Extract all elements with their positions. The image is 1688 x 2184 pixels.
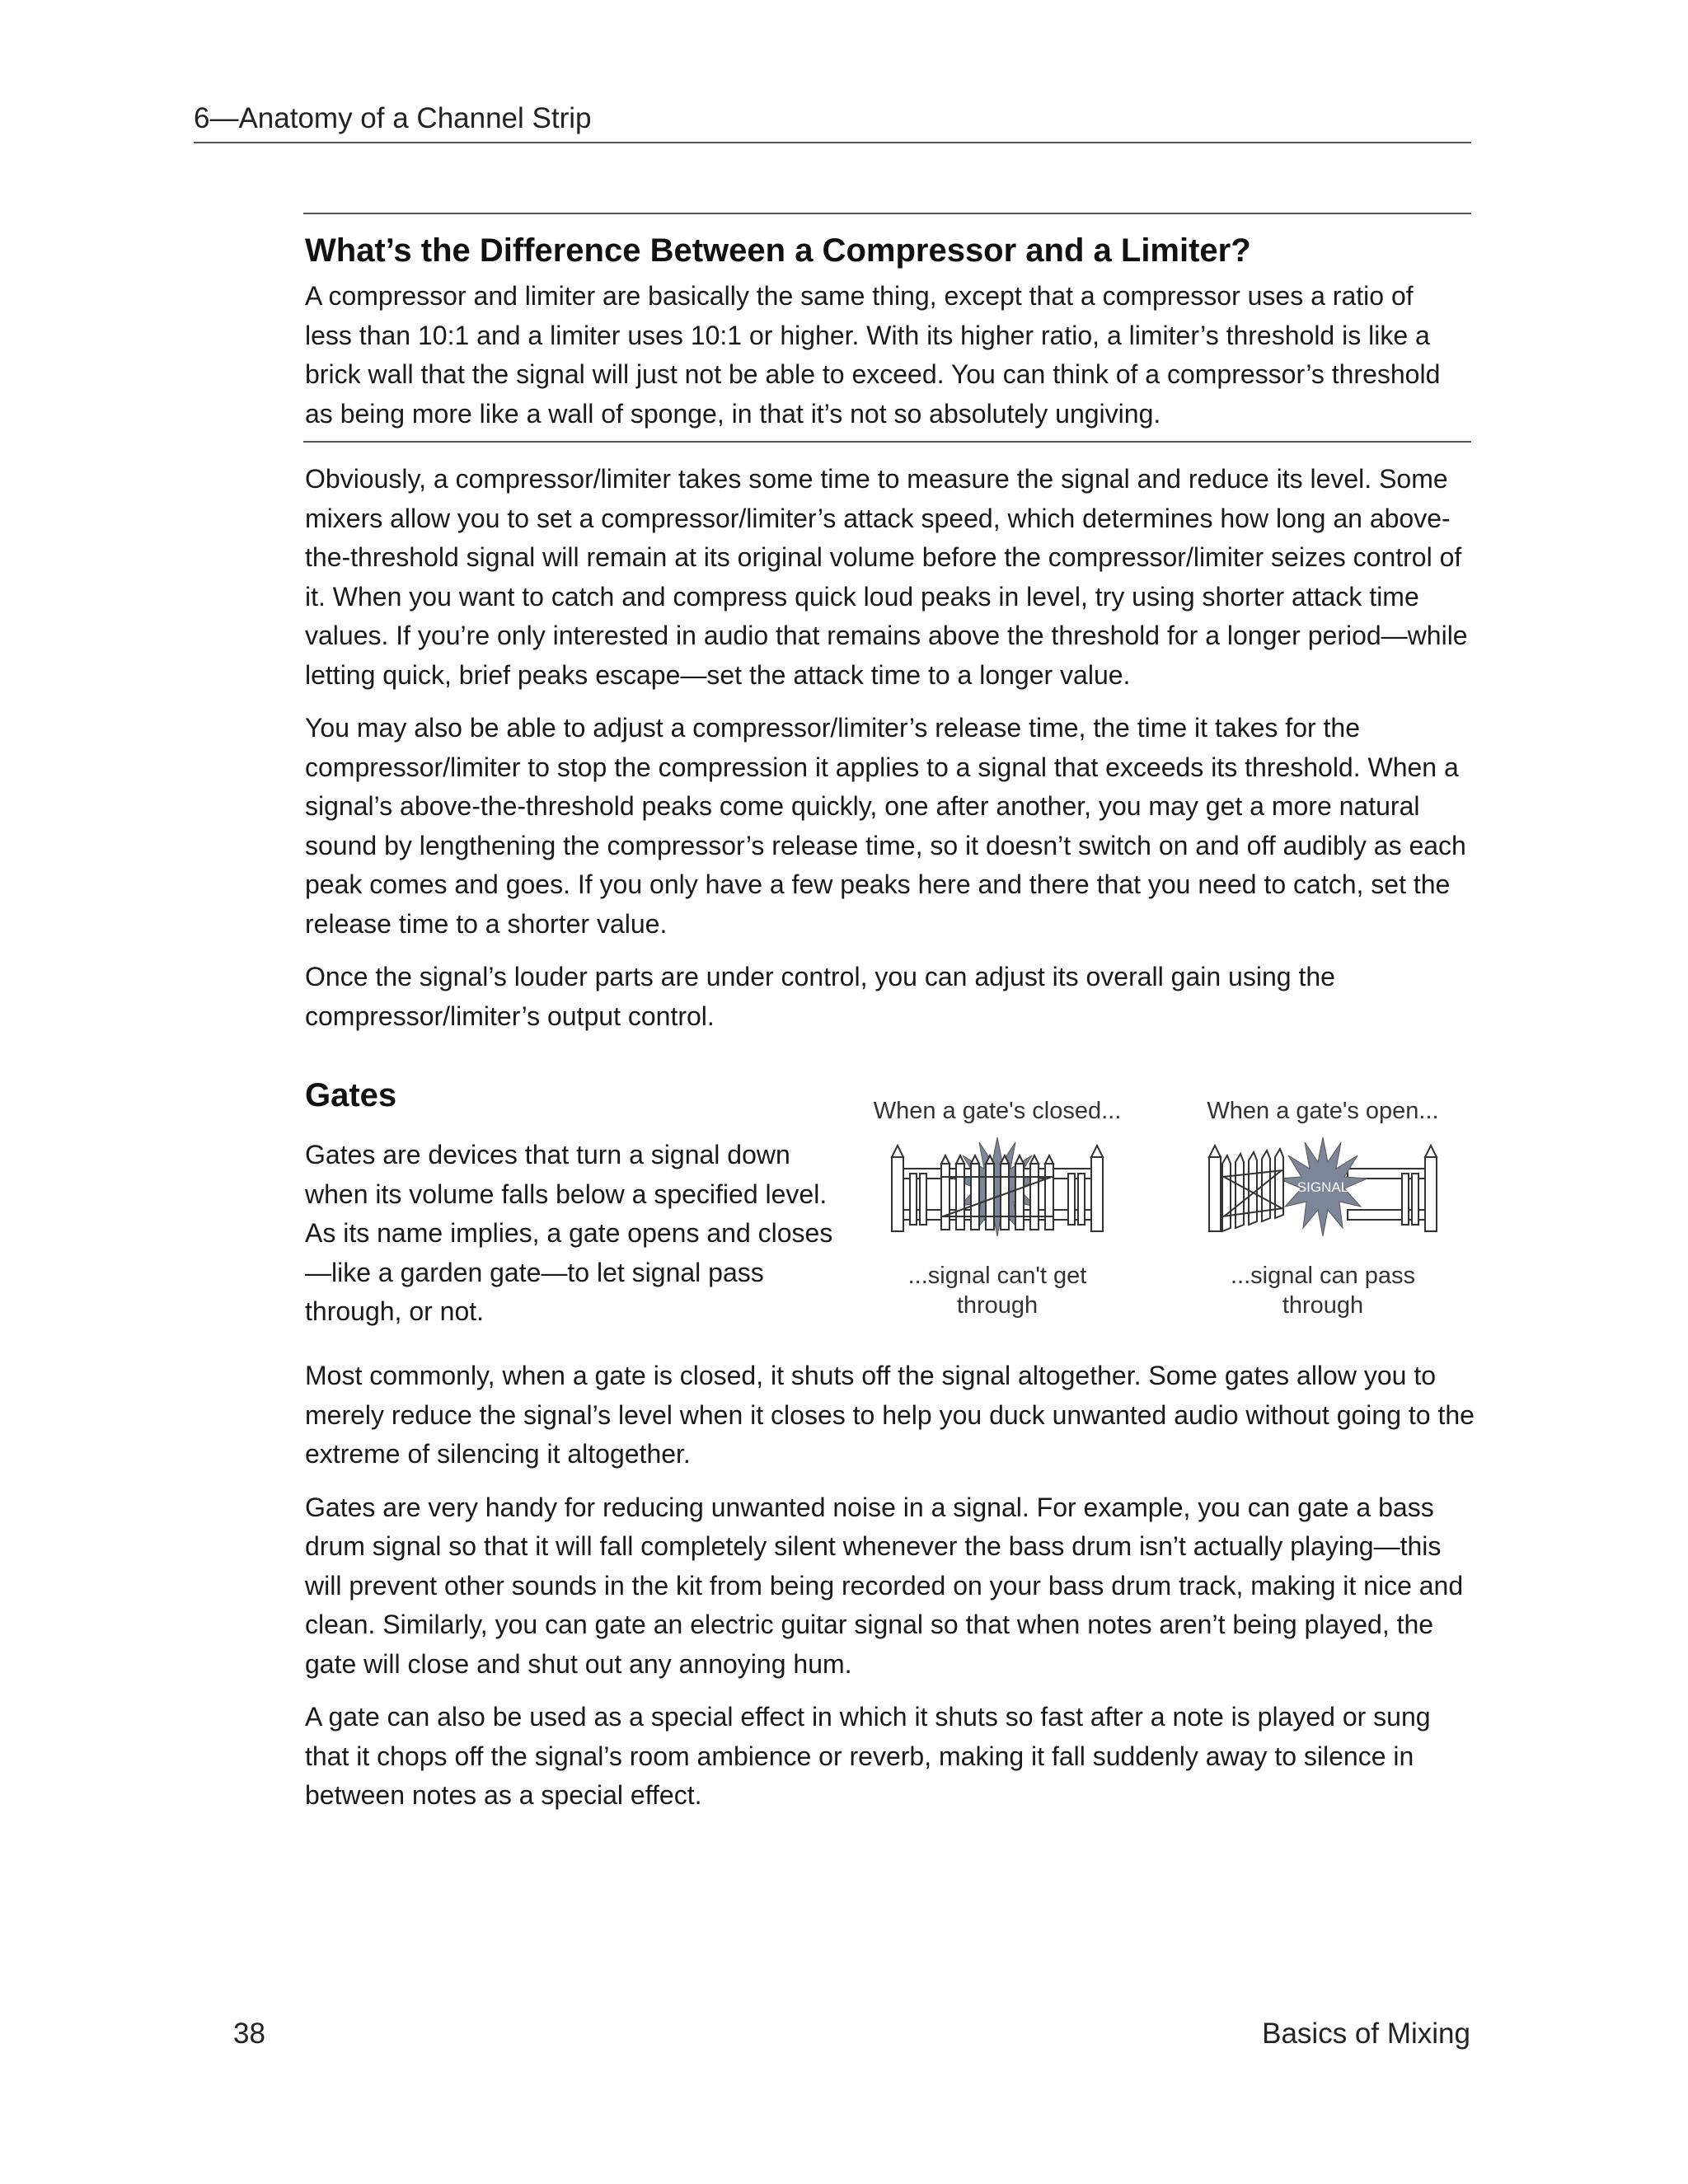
sidebar-title: What’s the Difference Between a Compressor and a Limiter? (305, 232, 1251, 269)
signal-label: SIGNAL (1296, 1179, 1349, 1195)
closed-gate-illustration (890, 1131, 1104, 1242)
closed-gate-caption-top: When a gate's closed... (873, 1098, 1122, 1124)
gate-figure (857, 1096, 1467, 1335)
sidebar-bottom-rule (303, 441, 1471, 443)
open-gate-caption-top: When a gate's open... (1207, 1098, 1439, 1124)
open-gate-illustration (1207, 1131, 1438, 1242)
page-number: 38 (233, 2018, 265, 2050)
section-heading-gates: Gates (305, 1077, 397, 1113)
paragraph-gate-noise: Gates are very handy for reducing unwanted noise in a signal. For example, you can gate a bass drum signal so that it will fall completely silent whenever the bass drum isn’t actually playing—this will prevent other sounds in the kit from being recorded on your bass drum track, making it nice and clean. Similarly, you can gate an electric guitar signal so that when notes aren’t being played, the gate will close and shut out any annoying hum. (305, 1492, 1464, 1679)
paragraph-gate-effect: A gate can also be used as a special effect in which it shuts so fast after a note is played or sung that it chops off the signal’s room ambience or reverb, making it fall suddenly away to silence in between notes as a special effect. (305, 1702, 1431, 1810)
running-header: 6—Anatomy of a Channel Strip (194, 99, 1471, 143)
sidebar-top-rule (303, 213, 1471, 214)
paragraph-release: You may also be able to adjust a compressor/limiter’s release time, the time it takes for the compressor/limiter to stop the compression it applies to a signal that exceeds its threshold. When a signal’s above-the-threshold peaks come quickly, one after another, you may get a more natural sound by lengthening the compressor’s release time, so it doesn’t switch on and off audibly as each peak comes and goes. If you only have a few peaks here and there that you need to catch, set the release time to a shorter value. (305, 713, 1466, 939)
paragraph-gate-closed: Most commonly, when a gate is closed, it shuts off the signal altogether. Some gates allow you to merely reduce the signal’s level when it closes to help you duck unwanted audio without going to the extreme of silencing it altogether. (305, 1361, 1475, 1469)
open-gate-caption-bottom: ...signal can pass through (1230, 1263, 1416, 1319)
body-paragraphs (305, 460, 1475, 1050)
paragraph-attack: Obviously, a compressor/limiter takes some time to measure the signal and reduce its level. Some mixers allow you to set a compressor/limiter’s attack speed, which determines how long an above-the-threshold signal will remain at its original volume before the compressor/limiter seizes control of it. When you want to catch and compress quick loud peaks in level, try using shorter attack time values. If you’re only interested in audio that remains above the threshold for a longer period—while letting quick, brief peaks escape—set the attack time to a longer value. (305, 464, 1468, 690)
paragraph-output: Once the signal’s louder parts are under control, you can adjust its overall gain using the compressor/limiter’s output control. (305, 962, 1335, 1031)
gates-intro-paragraph: Gates are devices that turn a signal down when its volume falls below a specified level. As its name implies, a gate opens and closes—like a garden gate—to let signal pass through, or not. (305, 1140, 833, 1326)
book-title: Basics of Mixing (1262, 2018, 1470, 2050)
sidebar-text: A compressor and limiter are basically the same thing, except that a compressor uses a ratio of less than 10:1 and a limiter uses 10:1 or higher. With its higher ratio, a limiter’s threshold is like a brick wall that the signal will just not be able to exceed. You can think of a compressor’s threshold as being more like a wall of sponge, in that it’s not so absolutely ungiving. (305, 281, 1441, 429)
gates-paragraphs (305, 1357, 1475, 1830)
closed-gate-caption-bottom: ...signal can't get through (907, 1263, 1087, 1319)
